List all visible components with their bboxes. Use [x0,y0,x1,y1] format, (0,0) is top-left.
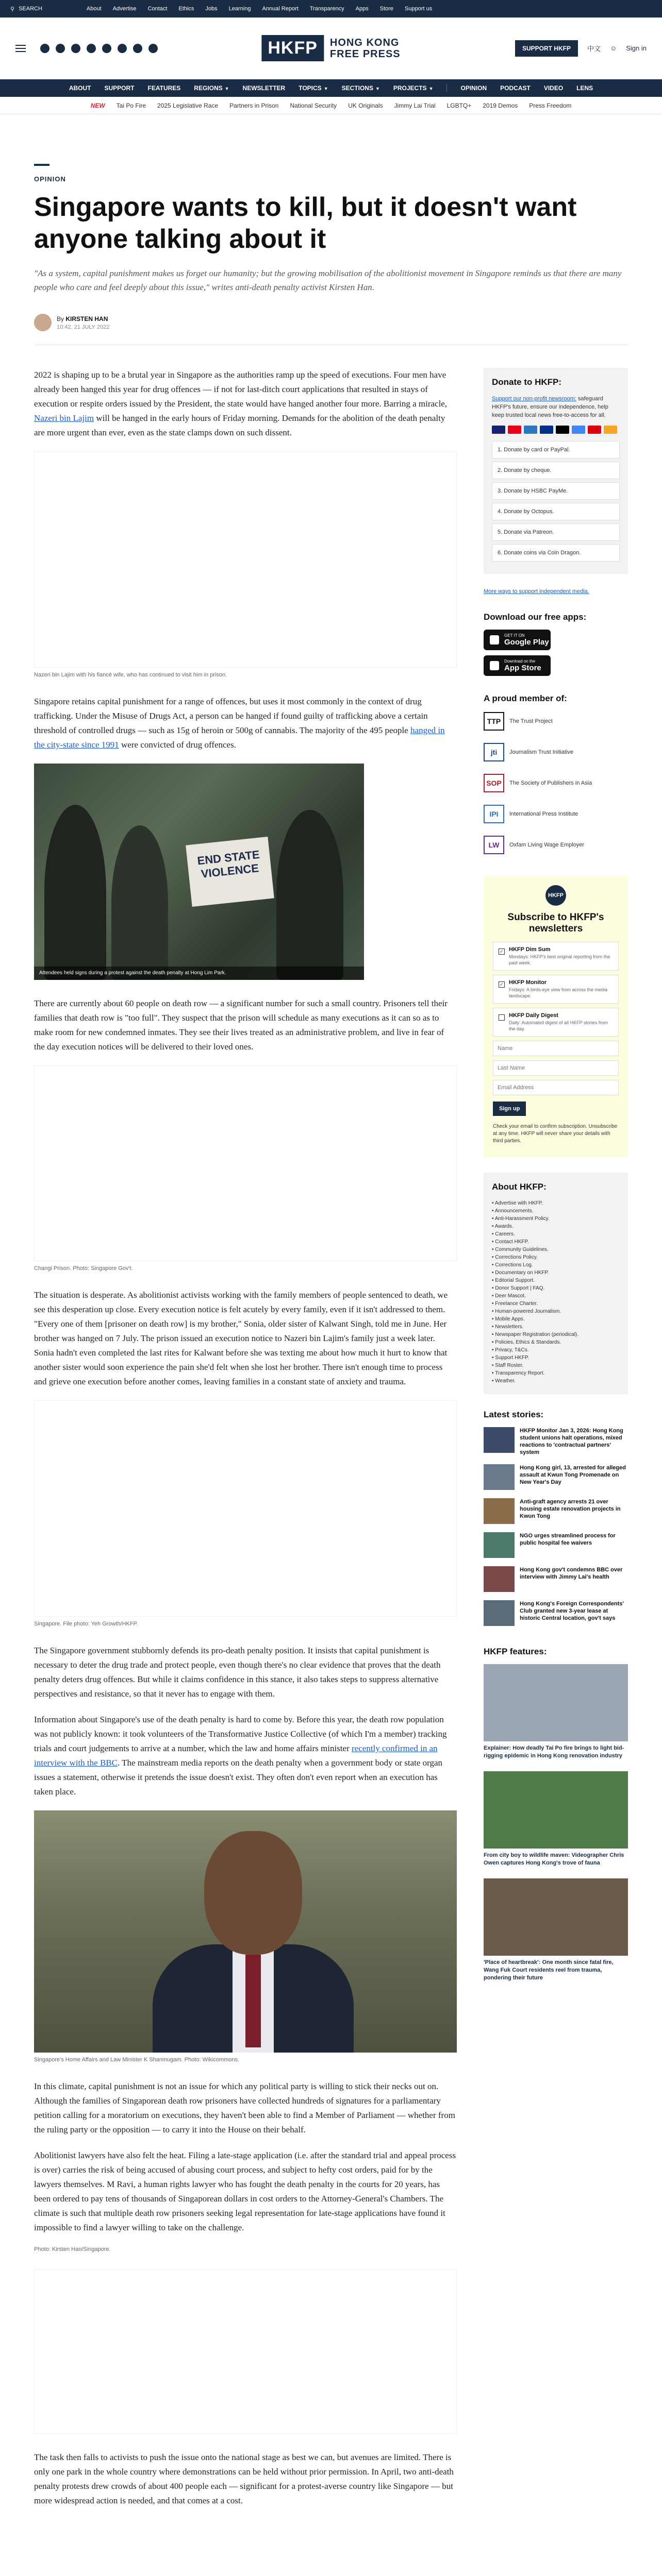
trending-link[interactable]: Tai Po Fire [116,101,146,109]
email-icon[interactable] [118,44,127,53]
paragraph-5: The Singapore government stubbornly defends its pro-death penalty position. It insists that capital punishment is necessary to deter the drug trade and protect people, even though there's no clear evidence that proves that the death penalty deters drug offences. But while it claims confidence in this stance, it also takes steps to suppress alternative perspectives and resistance, so that it never has to engage with them. [34,1646,441,1699]
utility-link[interactable]: Apps [355,6,369,12]
trending-new-label: NEW [90,101,105,109]
protest-photo-caption: Attendees held signs during a protest against the death penalty at Hong Lim Park. [34,967,364,980]
google-play-button[interactable]: GET IT ON Google Play [484,630,551,650]
app-store-button[interactable]: Download on the App Store [484,655,551,676]
about-link[interactable]: • Support HKFP. [492,1354,620,1362]
latest-story[interactable] [484,1498,628,1524]
newsletter-note: Check your email to confirm subscription. Unsubscribe at any time. HKFP will never share your details with third parties. [493,1124,618,1144]
sidebar [484,368,628,2519]
about-link[interactable]: • Policies, Ethics & Standards. [492,1338,620,1346]
article-date: 10:42, 21 JULY 2022 [57,324,110,330]
member-item[interactable] [484,742,628,762]
latest-story-title[interactable]: Hong Kong gov't condemns BBC over interview with Jimmy Lai's health [520,1567,623,1580]
feature-story[interactable] [484,1878,628,1982]
article-header [0,164,662,345]
utility-link[interactable]: Store [379,6,394,12]
utility-links [87,6,432,12]
donate-option[interactable]: 2. Donate by cheque. [492,462,620,479]
author-avatar[interactable] [34,314,52,331]
paragraph-6: Information about Singapore's use of the death penalty is hard to come by. Before this year, the death row population was not publicly known: it took volunteers of the Transformative Justice Collective (of which I'm a member) tracking trials and court judgements to arrive at a number, which the law and home affairs minister recently confirmed in an interview with the BBC. The mainstream media reports on the death penalty when a government body or state organ issues a statement, otherwise it pretends the issue doesn't exist. They often don't even report when an execution has taken place. [34,1715,447,1797]
facebook-icon[interactable] [56,44,65,53]
newsletter-option-name: HKFP Dim Sum [509,946,551,953]
newsletter-option-desc: Fridays: A birds-eye view from across the media landscape. [509,987,608,998]
utility-search[interactable] [10,6,42,12]
newsletter-option-name: HKFP Daily Digest [509,1012,558,1019]
nav-item-newsletter[interactable] [243,84,286,92]
feature-title[interactable]: 'Place of heartbreak': One month since fatal fire, Wang Fuk Court residents reel from trauma, pondering their future [484,1959,614,1981]
paragraph-9: The task then falls to activists to push the issue onto the national stage as best we can, but avenues are limited. There is only one park in the whole country where demonstrations can be held without prior permission. In April, two anti-death penalty protests drew crowds of about 400 people each — significant for a protest-averse country like Singapore — but more widespread action is needed, and that comes at a cost. [34,2452,454,2505]
about-link[interactable]: • Announcements. [492,1207,620,1215]
about-link[interactable]: • Documentary on HKFP. [492,1269,620,1277]
paragraph-1: 2022 is shaping up to be a brutal year in Singapore as the authorities ramp up the speed of executions. Four men have already been hanged this year for drug offences — if not for last-ditch court applications that resulted in stays of execution or respite orders issued by the President, the state would have hanged another four more. Barring a miracle, Nazeri bin Lajim will be hanged in the early hours of Friday morning. Demands for the abolition of the death penalty are more urgent than ever, even as the state clamps down on such dissent. [34,370,448,437]
trending-link[interactable]: Press Freedom [529,101,572,109]
utility-link[interactable]: Jobs [205,6,218,12]
nav-item-projects[interactable] [393,84,434,92]
latest-story-thumbnail[interactable] [484,1566,515,1592]
donate-box: Donate to HKFP: Support our non-profit newsroom: safeguard HKFP's future, ensure our independence, help keep trusted local news free-to-access for all. 1. Donate by card or PayPal. 2. Donate by cheque. 3. Donate by HSBC PayMe. 4. Donate by Octopus. 5. Donate via Patreon. 6. Donate coins via Coin Dragon. [484,368,628,574]
member-list [484,711,628,855]
about-link[interactable]: • Advertise with HKFP. [492,1199,620,1207]
latest-story[interactable] [484,1600,628,1626]
member-logo: jti [484,743,504,761]
donate-options [492,441,620,562]
logo-name-line2: FREE PRESS [329,48,401,60]
latest-story-title[interactable]: Hong Kong's Foreign Correspondents' Club granted new 3-year lease at historic Central location, gov't says [520,1601,624,1621]
newsletter-lastname-input[interactable] [493,1060,619,1076]
donate-option[interactable]: 5. Donate via Patreon. [492,523,620,541]
about-link[interactable]: • Careers. [492,1230,620,1238]
author-name[interactable]: KIRSTEN HAN [65,315,108,323]
latest-story[interactable] [484,1427,628,1456]
member-name: The Society of Publishers in Asia [509,779,592,786]
telegram-icon[interactable] [133,44,142,53]
trending-link[interactable]: Partners in Prison [229,101,279,109]
bbc-interview-link[interactable]: recently confirmed in an interview with the BBC [34,1743,438,1768]
twitter-icon[interactable] [40,44,49,53]
author-prefix: By [57,315,64,323]
protest-sign: END STATE VIOLENCE [186,837,274,907]
nav-item-label: TOPICS [299,84,322,92]
paragraph-8: Abolitionist lawyers have also felt the heat. Filing a late-stage application (i.e. after the standard trial and appeal process is over) carries the risk of being accused of abusing court process, and subject to hefty cost orders, paid for by the lawyers themselves. M Ravi, a human rights lawyer who has fought the death penalty in the courts for 20 years, has been ordered to pay tens of thousands of Singaporean dollars in cost orders to the Attorney-General's Chambers. The climate is such that multiple death row prisoners seeking legal representation for late-stage applications have found it impossible to find a lawyer willing to take on the challenge. [34,2150,456,2232]
photo-singapore [34,1400,457,1617]
features-title: HKFP features: [484,1647,547,1656]
support-hkfp-button[interactable]: SUPPORT HKFP [515,40,578,57]
chevron-down-icon: ▼ [375,86,380,91]
newsletter-option[interactable] [493,942,619,971]
about-link[interactable]: • Mobile Apps. [492,1315,620,1323]
member-item[interactable] [484,804,628,824]
social-icons [40,44,158,53]
applepay-icon [556,426,569,434]
nav-item-label: PROJECTS [393,84,427,92]
member-logo: TTP [484,712,504,731]
newsletter-signup-button[interactable]: Sign up [493,1101,526,1116]
menu-icon[interactable] [15,45,26,52]
google-play-icon [490,635,499,645]
member-logo: IPI [484,805,504,823]
newsletter-option-name: HKFP Monitor [509,979,547,986]
paragraph-7: In this climate, capital punishment is not an issue for which any political party is willing to stick their necks out on. Although the families of Singaporean death row prisoners have collected hundreds of signatures for a parliamentary petition calling for a moratorium on executions, they haven't been able to find a Member of Parliament — whether from the ruling party or the opposition — to carry it into the House on their behalf. [34,2081,455,2134]
nav-item-label: ABOUT [69,84,91,92]
newsletter-option-desc: Mondays: HKFP's best original reporting from the past week. [509,954,610,965]
trending-link[interactable]: 2025 Legislative Race [157,101,219,109]
latest-story-title[interactable]: HKFP Monitor Jan 3, 2026: Hong Kong student unions halt operations, mixed reactions to 'contractual partners' system [520,1428,623,1455]
newsletter-logo: HKFP [545,885,566,906]
googlepay-icon [572,426,585,434]
nazeri-link[interactable]: Nazeri bin Lajim [34,413,94,423]
nav-item-label: SECTIONS [341,84,373,92]
article-dek: "As a system, capital punishment makes us forget our humanity; but the growing mobilisation of the abolitionist movement in Singapore reminds us that there are many people who care and feel deeply about this issue," writes anti-death penalty activist Kirsten Han. [34,268,622,292]
apps-title: Download our free apps: [484,612,587,622]
logo-name-line1: HONG KONG [329,37,400,48]
about-link[interactable]: • Corrections Log. [492,1261,620,1269]
latest-story-title[interactable]: Anti-graft agency arrests 21 over housing estate renovation projects in Kwun Tong [520,1499,621,1519]
member-item[interactable] [484,773,628,793]
feature-image[interactable] [484,1878,628,1956]
member-title: A proud member of: [484,693,567,703]
trending-link[interactable]: Jimmy Lai Trial [394,101,436,109]
latest-story[interactable] [484,1464,628,1490]
feature-story[interactable] [484,1664,628,1760]
feature-image[interactable] [484,1664,628,1741]
about-link[interactable]: • Transparency Report. [492,1369,620,1377]
photo-changi-prison [34,1065,457,1261]
member-name: Journalism Trust Initiative [509,749,574,755]
newsletter-option[interactable] [493,975,619,1004]
photo-kirsten [34,2269,457,2434]
nav-item-topics[interactable] [299,84,328,92]
utility-link[interactable]: Contact [147,6,168,12]
nav-item-label: NEWSLETTER [242,84,286,92]
member-name: International Press Institute [509,810,578,817]
article-title: Singapore wants to kill, but it doesn't want anyone talking about it [34,192,577,254]
caption-changi: Changi Prison. Photo: Singapore Gov't. [34,1265,133,1272]
about-link[interactable]: • Staff Roster. [492,1362,620,1369]
latest-story[interactable] [484,1566,628,1592]
nav-item-sections[interactable] [342,84,380,92]
language-link[interactable]: 中文 [587,45,601,53]
latest-story-thumbnail[interactable] [484,1464,515,1490]
checkbox-icon[interactable]: ✓ [499,982,504,988]
about-title: About HKFP: [492,1182,547,1192]
youtube-icon[interactable] [102,44,111,53]
rss-icon[interactable] [148,44,158,53]
caption-shanmugam: Singapore's Home Affairs and Law Minister K Shanmugam. Photo: Wikicommons. [34,2057,240,2063]
title-rule [34,164,49,166]
about-link[interactable]: • Newsletters. [492,1323,620,1331]
latest-story-thumbnail[interactable] [484,1600,515,1626]
about-link[interactable]: • Contact HKFP. [492,1238,620,1246]
donate-option[interactable]: 3. Donate by HSBC PayMe. [492,482,620,500]
member-item[interactable] [484,711,628,732]
visa-icon [492,426,505,434]
nav-item-about[interactable] [69,84,91,92]
payment-icons [492,426,620,434]
photo-nazeri [34,451,457,668]
main-nav [0,79,662,97]
member-logo: LW [484,836,504,854]
trending-link[interactable]: National Security [290,101,337,109]
checkbox-icon[interactable] [499,1014,505,1021]
about-link[interactable]: • Anti-Harassment Policy. [492,1215,620,1223]
utility-link[interactable]: Ethics [178,6,194,12]
donate-option[interactable]: 1. Donate by card or PayPal. [492,441,620,459]
about-box [484,1173,628,1394]
donate-option[interactable]: 4. Donate by Octopus. [492,503,620,520]
paragraph-3: There are currently about 60 people on death row — a significant number for such a small country. Prisoners tell their families that death row is "too full". They suspect that the prison will schedule as many executions as it can so as to make room for new condemned inmates. They see their lives treated as an administrative problem, and live in fear of the day execution notices will be delivered to their loved ones. [34,998,448,1052]
member-name: The Trust Project [509,718,553,724]
article-body [34,368,457,2519]
newsletter-title: Subscribe to HKFP's newsletters [507,912,604,934]
feature-title[interactable]: Explainer: How deadly Tai Po fire brings to light bid-rigging epidemic in Hong Kong renovation industry [484,1745,624,1759]
payme-icon [588,426,601,434]
member-logo: SOP [484,774,504,792]
about-link[interactable]: • Donor Support | FAQ. [492,1284,620,1292]
nav-lens[interactable]: LENS [576,84,593,92]
instagram-icon[interactable] [71,44,80,53]
search-icon[interactable]: ⚲ [10,6,15,12]
chevron-down-icon: ▼ [323,86,328,91]
latest-stories [484,1410,628,1626]
latest-story[interactable] [484,1532,628,1558]
about-link[interactable]: • Freelance Charter. [492,1300,620,1308]
member-name: Oxfam Living Wage Employer [509,841,585,848]
chevron-down-icon: ▼ [428,86,434,91]
about-link[interactable]: • Community Guidelines. [492,1246,620,1253]
about-link[interactable]: • Human-powered Journalism. [492,1308,620,1315]
byline [34,314,628,345]
latest-story-thumbnail[interactable] [484,1498,515,1524]
hanged-since-link[interactable]: hanged in the city-state since 1991 [34,725,445,750]
utility-bar [0,0,662,18]
utility-link[interactable]: Advertise [112,6,137,12]
paypal-icon [540,426,553,434]
utility-link[interactable]: About [86,6,102,12]
about-link[interactable]: • Awards. [492,1223,620,1230]
nav-opinion[interactable]: OPINION [460,84,487,92]
trending-link[interactable]: 2019 Demos [483,101,518,109]
search-label[interactable]: SEARCH [19,6,42,12]
trending-link[interactable]: UK Originals [348,101,383,109]
newsletter-box [484,876,628,1157]
site-logo[interactable] [261,35,400,61]
nav-item-label: SUPPORT [104,84,135,92]
utility-link[interactable]: Learning [228,6,251,12]
caption-singapore: Singapore. File photo: Yeh Growth/HKFP. [34,1621,138,1627]
utility-link[interactable]: Annual Report [262,6,299,12]
caption-nazeri: Nazeri bin Lajim with his fiancé wife, who has continued to visit him in prison. [34,672,227,678]
article-category[interactable]: OPINION [34,175,66,183]
logo-mark: HKFP [261,35,324,61]
about-link[interactable]: • Corrections Policy. [492,1253,620,1261]
feature-story[interactable] [484,1771,628,1867]
threads-icon[interactable] [87,44,96,53]
nav-item-label: FEATURES [147,84,181,92]
paragraph-4: The situation is desperate. As abolitionist activists working with the family members of people sentenced to death, we see this desperation up close. Every execution notice is felt acutely by every family, even if it isn't addressed to them. "Every one of them [prisoner on death row] is my brother," Sonia, older sister of Kalwant Singh, told me in June. Her brother was hanged on 7 July. The prison issued an execution notice to Nazeri bin Lajim's family just a week later. Sonia hadn't even completed the last rites for Kalwant before she was texting me about how much it hurt to know that another sister would soon experience the pain she'd felt when she lost her brother. There isn't enough time to process and grieve one execution before another comes, leaving families in a constant state of anxiety and trauma. [34,1290,448,1386]
newsletter-email-input[interactable] [493,1080,619,1095]
latest-story-title[interactable]: NGO urges streamlined process for public hospital fee waivers [520,1533,616,1546]
user-icon[interactable]: ☺ [609,44,617,52]
hkfp-features [484,1647,628,1982]
newsletter-option[interactable] [493,1008,619,1037]
nav-podcast[interactable]: PODCAST [500,84,531,92]
checkbox-icon[interactable]: ✓ [499,949,504,955]
site-header [0,18,662,79]
donate-title: Donate to HKFP: [492,377,562,387]
apple-icon [490,661,499,670]
about-link[interactable]: • Deer Mascot. [492,1292,620,1300]
octopus-icon [604,426,617,434]
nav-item-features[interactable] [148,84,181,92]
utility-link[interactable]: Support us [405,6,433,12]
about-link[interactable]: • Newspaper Registration (periodical). [492,1331,620,1338]
more-ways-link[interactable]: More ways to support independent media. [484,588,589,595]
donate-link[interactable]: Support our non-profit newsroom: [492,396,576,402]
newsletter-option-desc: Daily: Automated digest of all HKFP stories from the day. [509,1020,608,1031]
feature-title[interactable]: From city boy to wildlife maven: Videographer Chris Owen captures Hong Kong's trove of fauna [484,1852,624,1866]
amex-icon [524,426,537,434]
photo-protest [34,764,364,980]
nav-divider [446,84,447,92]
trending-link[interactable]: LGBTQ+ [446,101,472,109]
latest-title: Latest stories: [484,1410,544,1419]
paragraph-2: Singapore retains capital punishment for a range of offences, but uses it most commonly in the context of drug trafficking. Under the Misuse of Drugs Act, a person can be hanged if found guilty of trafficking above a certain threshold of controlled drugs — such as 15g of heroin or 500g of cannabis. The majority of the 495 people hanged in the city-state since 1991 were convicted of drug offences. [34,697,445,750]
nav-item-support[interactable] [104,84,134,92]
donate-option[interactable]: 6. Donate coins via Coin Dragon. [492,544,620,562]
member-item[interactable] [484,835,628,855]
latest-story-thumbnail[interactable] [484,1427,515,1453]
latest-story-thumbnail[interactable] [484,1532,515,1558]
chevron-down-icon: ▼ [224,86,229,91]
signin-link[interactable]: Sign in [626,44,647,52]
trending-bar [0,97,662,114]
nav-item-label: REGIONS [194,84,223,92]
photo-shanmugam [34,1810,457,2053]
latest-story-title[interactable]: Hong Kong girl, 13, arrested for alleged assault at Kwun Tong Promenade on New Year's Day [520,1465,626,1485]
nav-video[interactable]: VIDEO [543,84,564,92]
about-link[interactable]: • Privacy, T&Cs. [492,1346,620,1354]
newsletter-name-input[interactable] [493,1041,619,1056]
about-link[interactable]: • Weather. [492,1377,620,1385]
nav-item-regions[interactable] [194,84,229,92]
about-link[interactable]: • Editorial Support. [492,1277,620,1284]
caption-kirsten: Photo: Kirsten Han/Singapore. [34,2246,111,2252]
feature-image[interactable] [484,1771,628,1849]
utility-link[interactable]: Transparency [309,6,344,12]
mastercard-icon [508,426,521,434]
